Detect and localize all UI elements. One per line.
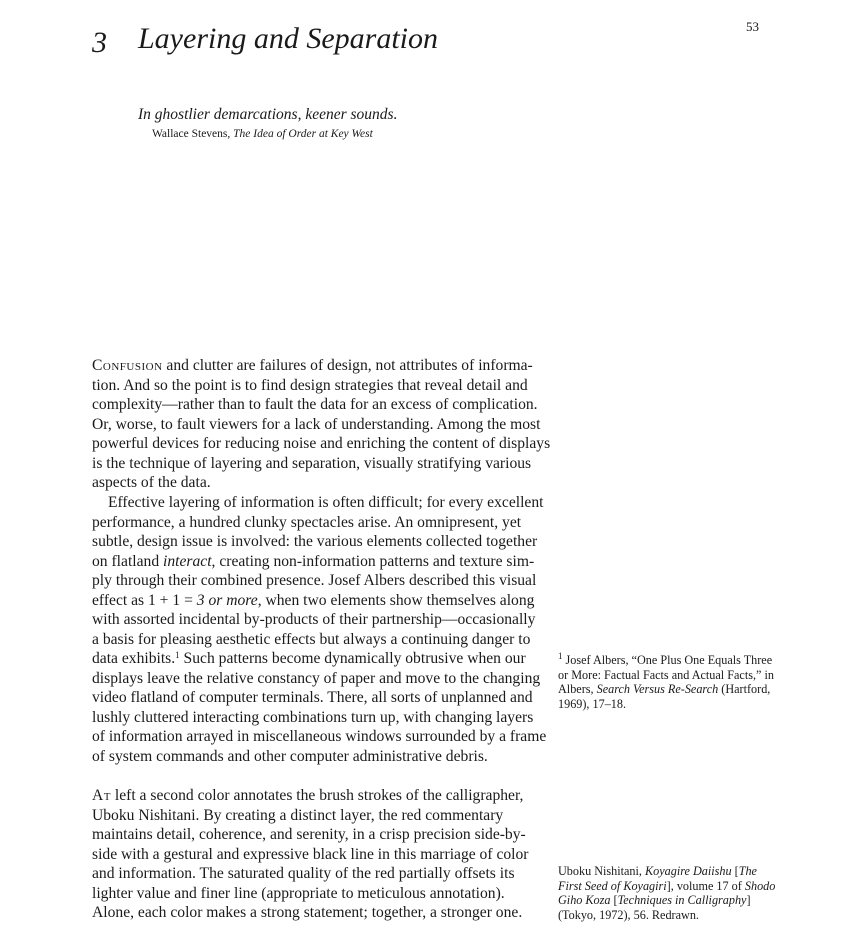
text-line: powerful devices for reducing noise and enriching the content of displays (92, 435, 551, 452)
chapter-number: 3 (92, 26, 107, 59)
text-line: aspects of the data. (92, 474, 211, 491)
epigraph-quote: In ghostlier demarcations, keener sounds. (138, 106, 398, 123)
paragraph-3 (92, 786, 552, 923)
paragraph-2 (92, 493, 552, 766)
text-line: Giho Koza [Techniques in Calligraphy] (558, 893, 751, 908)
text-line: tion. And so the point is to find design strategies that reveal detail and (92, 376, 528, 394)
text-line: data exhibits.$^1$ Such patterns become dynamically obtrusive when our (92, 650, 526, 667)
paragraph-1 (92, 356, 552, 493)
text-line: lighter value and finer line (appropriate to meticulous annotation). (92, 884, 505, 902)
text-line: Or, worse, to fault viewers for a lack of understanding. Among the most (92, 415, 541, 433)
footnote-reference[interactable]: 1 (175, 650, 180, 660)
text-line: of information arrayed in miscellaneous windows surrounded by a frame (92, 728, 547, 745)
text-line: with assorted incidental by-products of their partnership—occasionally (92, 611, 536, 628)
text-line: Uboku Nishitani, Koyagire Daiishu [The (558, 864, 757, 878)
lead-smallcaps: At (92, 787, 111, 804)
epigraph-attribution (152, 128, 373, 140)
text-line: and information. The saturated quality of the red partially offsets its (92, 865, 515, 882)
figure-caption (558, 864, 798, 923)
text-line: ply through their combined presence. Josef Albers described this visual (92, 572, 537, 589)
emphasis: 3 or more (196, 591, 258, 609)
text-line: subtle, design issue is involved: the various elements collected together (92, 533, 538, 550)
text-line: Albers, Search Versus Re-Search (Hartford, (558, 682, 771, 697)
text-line: lushly cluttered interacting combinations turn up, with changing layers (92, 708, 534, 726)
epigraph-author: Wallace Stevens, (152, 128, 231, 140)
text-line: on flatland interact, creating non-information patterns and texture sim- (92, 552, 535, 570)
text-line: At left a second color annotates the brush strokes of the calligrapher, (92, 787, 524, 804)
text-line: Alone, each color makes a strong statement; together, a stronger one. (92, 904, 523, 921)
text-line: is the technique of layering and separation, visually stratifying various (92, 454, 532, 472)
text-line: (Tokyo, 1972), 56. Redrawn. (558, 908, 699, 923)
text-line: Confusion and clutter are failures of design, not attributes of informa- (92, 357, 533, 374)
text-line: Uboku Nishitani. By creating a distinct layer, the red commentary (92, 806, 504, 824)
emphasis: interact (163, 552, 212, 570)
text-line: effect as 1 + 1 = 3 or more, when two elements show themselves along (92, 591, 535, 609)
text-line: performance, a hundred clunky spectacles arise. An omnipresent, yet (92, 513, 522, 531)
footnote-marker: 1 (558, 651, 563, 661)
text-line: of system commands and other computer administrative debris. (92, 747, 488, 765)
text-line: Effective layering of information is often difficult; for every excellent (108, 494, 544, 511)
epigraph-work: The Idea of Order at Key West (233, 128, 373, 140)
text-line: First Seed of Koyagiri], volume 17 of Shodo (558, 878, 776, 893)
text-line: $^1$ Josef Albers, “One Plus One Equals Three (558, 651, 773, 667)
lead-smallcaps: Confusion (92, 357, 163, 374)
text-line: video flatland of computer terminals. There, all sorts of unplanned and (92, 689, 533, 706)
page-number: 53 (746, 19, 759, 34)
text-line: a basis for pleasing aesthetic effects but always a continuing danger to (92, 630, 531, 648)
text-line: complexity—rather than to fault the data for an excess of complication. (92, 396, 538, 413)
text-line: displays leave the relative constancy of paper and move to the changing (92, 669, 541, 687)
text-line: or More: Factual Facts and Actual Facts,” in (558, 667, 774, 682)
text-line: 1969), 17–18. (558, 697, 627, 712)
text-line: maintains detail, coherence, and serenity, in a crisp precision side-by- (92, 826, 526, 843)
text-line: side with a gestural and expressive black line in this marriage of color (92, 845, 529, 863)
sidenote-footnote (558, 653, 798, 712)
chapter-title: Layering and Separation (138, 22, 438, 55)
